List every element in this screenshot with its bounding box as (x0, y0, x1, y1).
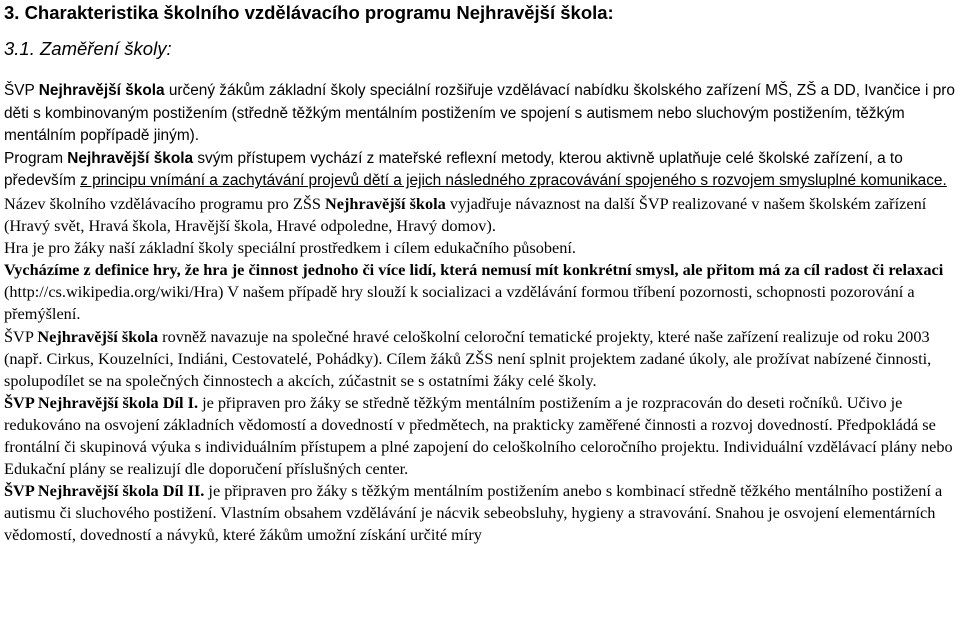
intro-paragraph (4, 80, 956, 148)
definition-text: (http://cs.wikipedia.org/wiki/Hra) V našem případě hry slouží k socializaci a vzdělávání formou tříbení pozornosti, schopnosti pozorování a přemýšlení. (4, 282, 915, 324)
part2-text: je připraven pro žáky s těžkým mentálním postižením anebo s kombinací středně těžkého mentálního postižení a autismu či sluchového postižení. Vlastním obsahem vzdělávání je nácvik sebeobsluhy, hygieny a stravování. Snahou je osvojení elementárních vědomostí, dovedností a návyků, které žákům umožní získání určité míry (4, 481, 943, 545)
name-paragraph (4, 193, 956, 237)
intro-text-1: ŠVP (4, 82, 39, 99)
part2-paragraph (4, 480, 956, 546)
definition-bold: Vycházíme z definice hry, že hra je činnost jednoho či více lidí, která nemusí mít konkrétní smysl, ale přitom má za cíl radost či relaxaci (4, 260, 944, 280)
definition-paragraph (4, 259, 956, 325)
intro-text-2: určený žákům základní školy speciální rozšiřuje vzdělávací nabídku školského zařízení MŠ, ZŠ a DD, Ivančice i pro děti s kombinovaným postižením (středně těžkým mentálním postižením ve spojení s autismem nebo sluchovým postižením, těžkým mentálním popřípadě jiným). (4, 82, 955, 145)
intro-program-name: Nejhravější škola (38, 82, 165, 99)
name-program-name: Nejhravější škola (325, 193, 446, 213)
program-text-2: svým přístupem vychází z mateřské reflexní metody, kterou aktivně uplatňuje celé školské zařízení, a to především (4, 149, 903, 190)
program-paragraph (4, 148, 956, 193)
document-page (4, 0, 956, 546)
section-heading: 3. Charakteristika školního vzdělávacího programu Nejhravější škola: (4, 2, 614, 23)
main-text-block (4, 193, 956, 547)
part1-text: je připraven pro žáky se středně těžkým mentálním postižením a je rozpracován do deseti ročníků. Učivo je redukováno na osvojení základních vědomostí a dovedností v předmětech, na prakticky zaměřené činnosti a rozvoj dovedností. Předpokládá se frontální či skupinová výuka s individuálním přístupem a plné zapojení do celoškolního celoročního projektu. Individuální vzdělávací plány nebo Edukační plány se realizují dle doporučení příslušných center. (4, 392, 953, 479)
program-underlined-text: z principu vnímání a zachytávání projevů dětí a jejich následného zpracovávání spojeného s rozvojem smysluplné komunikace. (80, 172, 947, 190)
projects-text-1: ŠVP (4, 326, 38, 346)
program-text-1: Program (4, 149, 68, 167)
projects-paragraph (4, 326, 956, 392)
name-text-1: Název školního vzdělávacího programu pro ZŠS (4, 193, 326, 213)
part1-paragraph (4, 392, 956, 480)
subsection-heading: 3.1. Zaměření školy: (4, 38, 172, 59)
projects-text-2: rovněž navazuje na společné hravé celoškolní celoroční tematické projekty, které naše zařízení realizuje od roku 2003 (např. Cirkus, Kouzelníci, Indiáni, Cestovatelé, Pohádky). Cílem žáků ZŠS není splnit projektem zadané úkoly, ale prožívat nabízené činnosti, spolupodílet se na společných činnostech a akcích, zúčastnit se s ostatními žáky celé školy. (4, 326, 932, 390)
projects-program-name: Nejhravější škola (37, 326, 159, 346)
part2-title: ŠVP Nejhravější škola Díl II. (4, 481, 205, 501)
play-paragraph: Hra je pro žáky naší základní školy speciální prostředkem i cílem edukačního působení. (4, 238, 576, 258)
name-text-2: vyjadřuje návaznost na další ŠVP realizované v našem školském zařízení (Hravý svět, Hravá škola, Hravější škola, Hravé odpoledne, Hravý domov). (4, 193, 927, 236)
program-name: Nejhravější škola (67, 149, 194, 167)
part1-title: ŠVP Nejhravější škola Díl I. (4, 392, 199, 412)
